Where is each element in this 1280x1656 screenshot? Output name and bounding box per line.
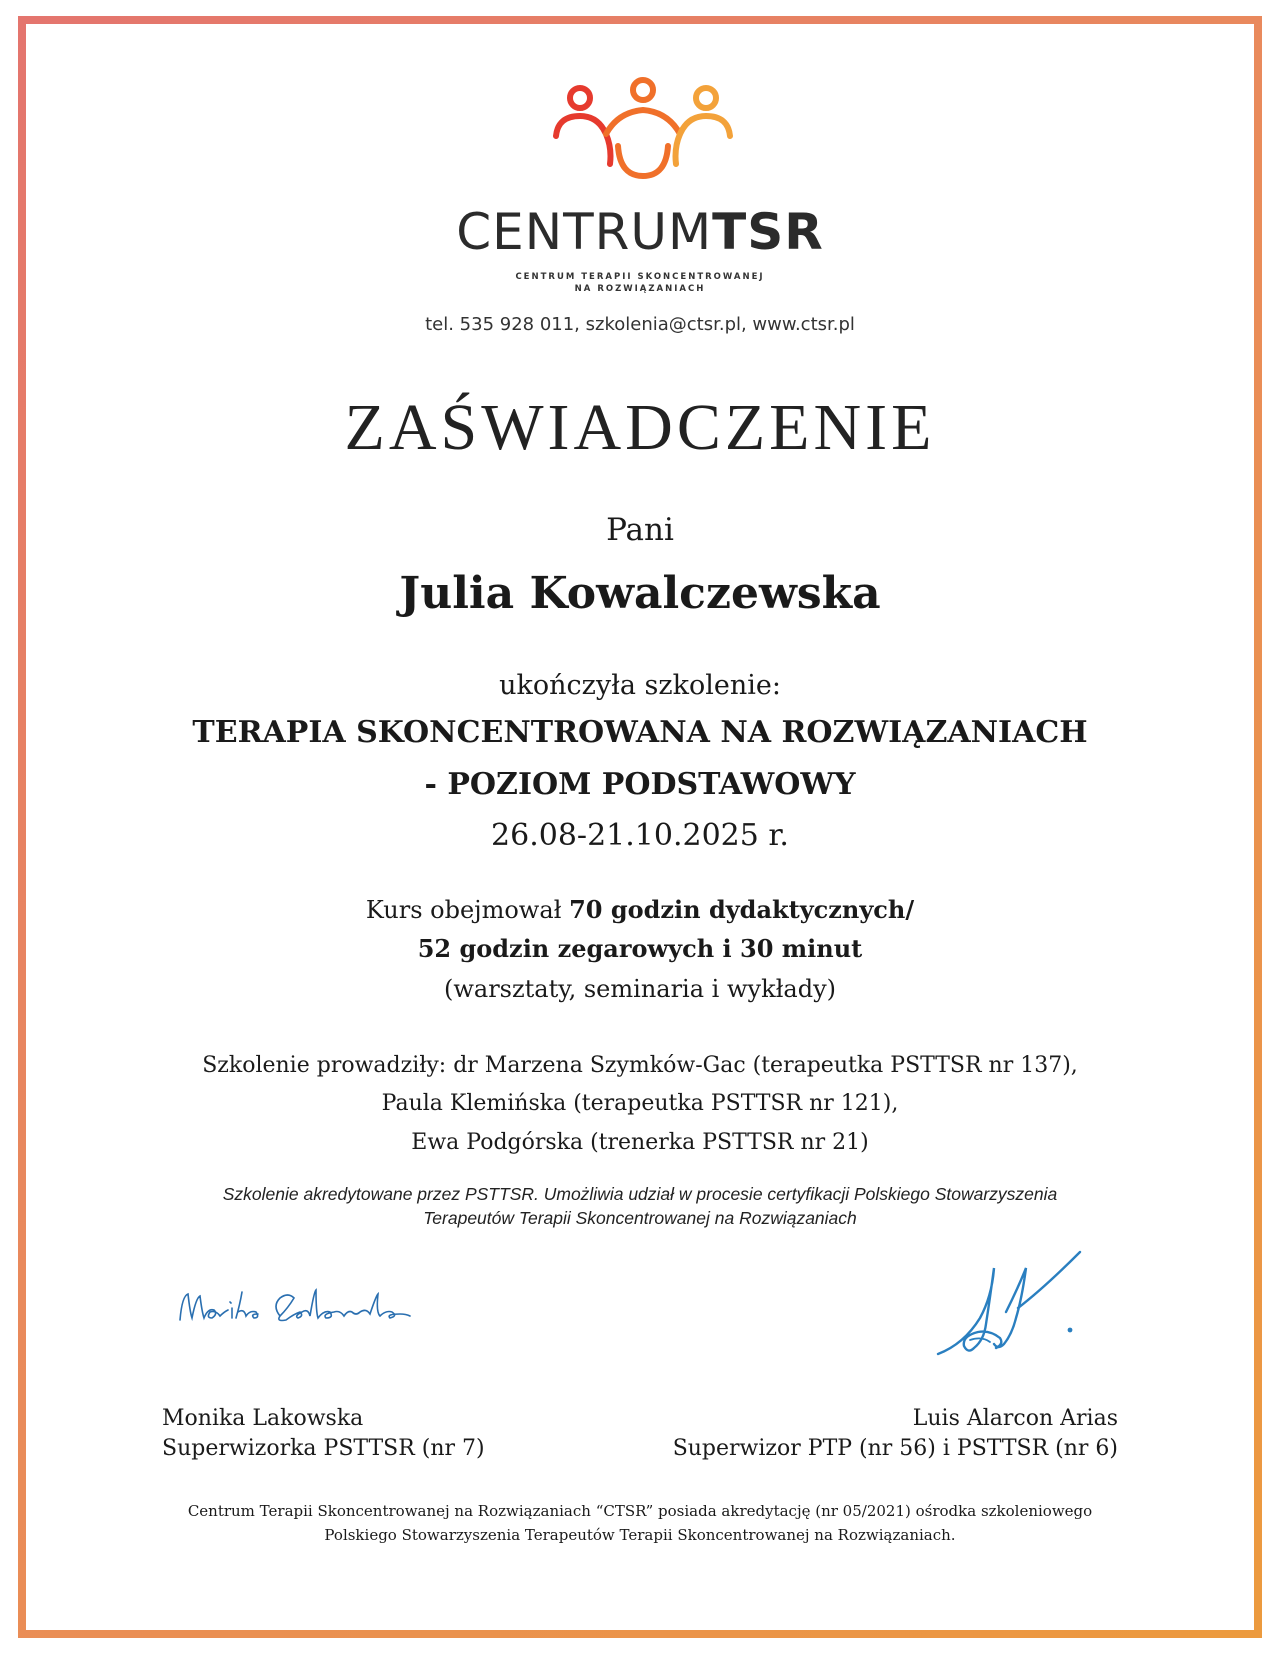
course-title-line1: TERAPIA SKONCENTROWANA NA ROZWIĄZANIACH [192,715,1088,750]
salutation: Pani [606,512,674,548]
signature-left-image [176,1282,412,1332]
hours-clock: 52 godzin zegarowych i 30 minut [417,934,863,963]
footer-line2: Polskiego Stowarzyszenia Terapeutów Terapii Skoncentrowanej na Rozwiązaniach. [324,1526,956,1544]
contact-info: tel. 535 928 011, szkolenia@ctsr.pl, www.ctsr.pl [425,314,855,335]
completed-text: ukończyła szkolenie: [499,670,781,701]
trainers-line1: Szkolenie prowadziły: dr Marzena Szymków-Gac (terapeutka PSTTSR nr 137), [202,1053,1078,1078]
signer-left-name: Monika Lakowska [162,1406,364,1431]
accreditation-line1: Szkolenie akredytowane przez PSTTSR. Umożliwia udział w procesie certyfikacji Polskiego Stowarzyszenia [222,1184,1058,1204]
hours-didactic: Kurs obejmował 70 godzin dydaktycznych/ [365,895,915,924]
footer-line1: Centrum Terapii Skoncentrowanej na Rozwiązaniach “CTSR” posiada akredytację (nr 05/2021) ośrodka szkoleniowego [187,1502,1093,1520]
signer-right-name: Luis Alarcon Arias [912,1406,1118,1431]
certificate-title: ZAŚWIADCZENIE [344,391,936,464]
trainers-line3: Ewa Podgórska (trenerka PSTTSR nr 21) [411,1130,869,1155]
signer-left-role: Superwizorka PSTTSR (nr 7) [162,1436,485,1461]
trainers-line2: Paula Klemińska (terapeutka PSTTSR nr 121), [381,1091,899,1116]
signer-right-role: Superwizor PTP (nr 56) i PSTTSR (nr 6) [672,1436,1118,1461]
logo-subtitle-line2: NA ROZWIĄZANIACH [574,284,706,294]
course-dates: 26.08-21.10.2025 r. [491,818,789,853]
accreditation-line2: Terapeutów Terapii Skoncentrowanej na Rozwiązaniach [423,1208,857,1228]
logo-subtitle-line1: CENTRUM TERAPII SKONCENTROWANEJ [515,272,765,282]
ctsr-logo-icon [548,76,738,186]
logo-wordmark: CENTRUMTSR [456,203,824,261]
signature-right-image [934,1248,1094,1368]
course-forms: (warsztaty, seminaria i wykłady) [443,975,836,1003]
recipient-name: Julia Kowalczewska [399,568,881,619]
course-title-line2: - POZIOM PODSTAWOWY [424,767,856,802]
